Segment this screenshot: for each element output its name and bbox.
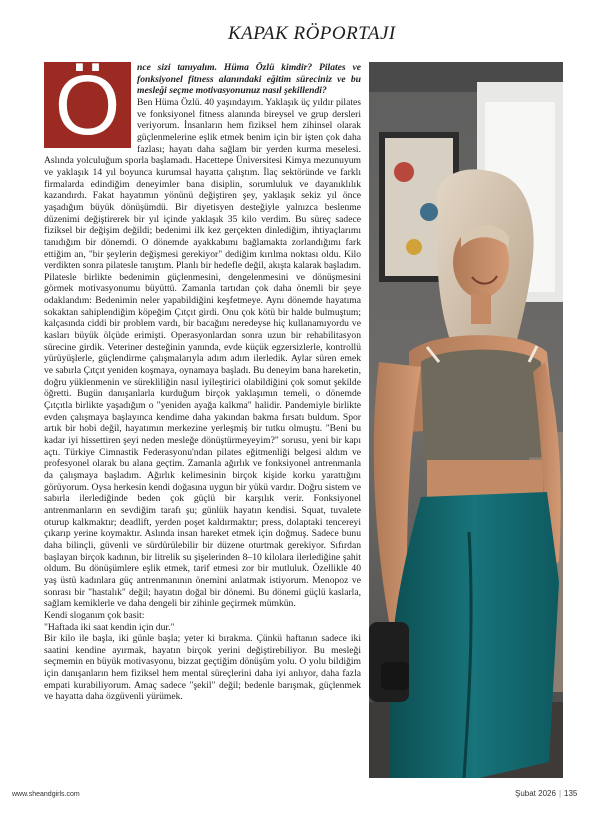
question-text: nce sizi tanıyalım. Hüma Özlü kimdir? Pilates ve fonksiyonel fitness alanındaki eğitim süreciniz ve bu mesleği seçme motivasyonunuz nasıl şekillendi? bbox=[137, 62, 361, 97]
section-title: KAPAK RÖPORTAJI bbox=[228, 23, 396, 44]
footer-website: www.sheandgirls.com bbox=[12, 791, 80, 798]
dropcap: Ö bbox=[44, 62, 131, 148]
page-number: 135 bbox=[564, 789, 578, 798]
slogan-intro: Kendi sloganım çok basit: bbox=[44, 609, 145, 621]
cover-photo bbox=[369, 62, 563, 778]
slogan: "Haftada iki saat kendin için dur." bbox=[44, 621, 175, 633]
article-answer-1: Ben Hüma Özlü. 40 yaşındayım. Yaklaşık üç yıldır pilates ve fonksiyonel fitness alanında bireysel ve grup dersleri veriyorum. İnsanların hem fiziksel hem zihinsel olarak güçlenmelerine eşlik etmek benim için bir işten çok daha fazlası; hayatı daha sağlam bir yerden kurma meselesi. Aslında yolculuğum sporla başlamadı. Hacettepe Üniversitesi Kimya mezunuyum ve yaklaşık 14 yıl boyunca kurumsal hayatta çalıştım. İlaç sektöründe ve farklı firmalarda edindiğim deneyimler bana disiplin, sorumluluk ve dayanıklılık kazandırdı. Fakat hayatımın yönünü değiştiren şey, yaklaşık sekiz yıl önce yaşadığım büyük dönüşümdü. Bir diyetisyen desteğiyle yalnızca beslenme düzenimi değiştirerek bir yıl içinde yaklaşık 35 kilo verdim. Bu süreç sadece fiziksel bir değişim değildi; bedenimi ilk kez gerçekten dinlediğim, ihtiyaçlarımı tanıdığım bir dönemdi. O dönemde ayakkabımı bağlamakta zorlandığımı fark ettiğim an, "bir şeylerin değişmesi gerekiyor" dediğim kırılma noktası oldu. Kilo verdikten sonra pilatesle tanıştım. Planlı bir hedefle değil, akışta kalarak başladım. Pilatesle birlikte bedenimin güçlenmesini, dengelenmesini ve dönüşmesini görmek motivasyonumu büyüttü. Zamanla tartıdan çok daha önemli bir şeye odaklandım: Bedenimin neler yapabildiğini keşfetmeye. Aynı dönemde hayatıma sokaktan sahiplendiğim köpeğim Çıtçıt girdi. Onu çok kötü bir halde bulmuştum; kalçasında ciddi bir problem vardı, bir bacağını neredeyse hiç kullanamıyordu ve kasları büyük ölçüde erimişti. Operasyonlardan sonra uzun bir rehabilitasyon sürecine girdik. Veteriner desteğinin yanında, evde küçük egzersizlerle, kontrollü yürüyüşlerle, güçlendirme çalışmalarıyla adım adım ilerledik. Aylar süren emek ve sabırla Çıtçıt yeniden koşmaya, oynamaya başladı. Bu deneyim bana hareketin, doğru yüklenmenin ve sürekliliğin nasıl iyileştirici olabildiğini çok somut şekilde öğretti. Bugün danışanlarla kurduğum birçok yaklaşımın temeli, o dönemde Çıtçıtla birlikte yaşadığım o "yeniden ayağa kalkma" halidir. Pandemiyle birlikte evden çalışmaya başlayınca kendime daha yakından bakma fırsatı buldum. Spor artık bir hobi değil, hayatımın merkezine yerleşmiş bir tutku olmuştu. "Beni bu kadar iyi hissettiren şeyi neden mesleğe dönüştürmeyeyim?" sorusu, yeni bir kapı açtı. Türkiye Cimnastik Federasyonu'ndan pilates eğitmenliği belgesi aldım ve profesyonel olarak bu alana geçtim. Zamanla ağırlık ve fonksiyonel antrenmanla da çalışmaya başladım. Ağırlık kelimesinin birçok kişide korku yarattığını görüyorum. Oysa herkesin kendi doğasına uygun bir yükü vardır. Doğru sistem ve sabırla ilerlediğinde beden çok güçlü bir karşılık verir. Fonksiyonel antrenmanların en sevdiğim tarafı şu; günlük hayatın kendisi. Squat, tuvalete oturup kalkmaktır; deadlift, yerden poşet kaldırmaktır; press, dolaptaki tencereyi çıkarıp yerine koymaktır. Aslında insan hareket etmek için doğmuş. Sadece bunu daha bilinçli, güvenli ve sürdürülebilir bir düzene oturtmak gerekiyor. Sıfırdan başlayan birçok kadının, bir litrelik su şişelerinden 8–10 kilolara ilerlediğine şahit oldum. Bu dönüşümlere eşlik etmek, tarif etmesi zor bir mutluluk. Özellikle 40 yaş üstü kadınlara güç antrenmanının önemini anlatmak istiyorum. Menopoz ve sonrası bir "hastalık" değil; hayatın doğal bir dönemi. Bu dönemi güçlü kaslarla, sağlam kemiklerle ve daha dengeli bir zihinle geçirmek mümkün. bbox=[44, 96, 361, 610]
photo-illustration bbox=[369, 62, 563, 778]
footer-date: Şubat 2026 bbox=[515, 789, 556, 798]
article-answer-2: Bir kilo ile başla, iki günle başla; yeter ki bırakma. Çünkü haftanın sadece iki saatini kendine ayırmak, hayatın birçok yerini değiştirebiliyor. Bu mesleği seçmemin en büyük motivasyonu, bizzat geçtiğim dönüşüm yolu. O yolu bildiğim için danışanların hem fiziksel hem mental süreçlerini daha iyi anlıyor, daha fazla empati kurabiliyorum. Amaç sadece "şekil" değil; bedenle barışmak, güçlenmek ve hayatta daha özgüvenli yürümek. bbox=[44, 633, 361, 703]
footer-separator: | bbox=[558, 789, 562, 798]
article-body bbox=[44, 62, 361, 772]
footer-date-page bbox=[515, 789, 577, 798]
